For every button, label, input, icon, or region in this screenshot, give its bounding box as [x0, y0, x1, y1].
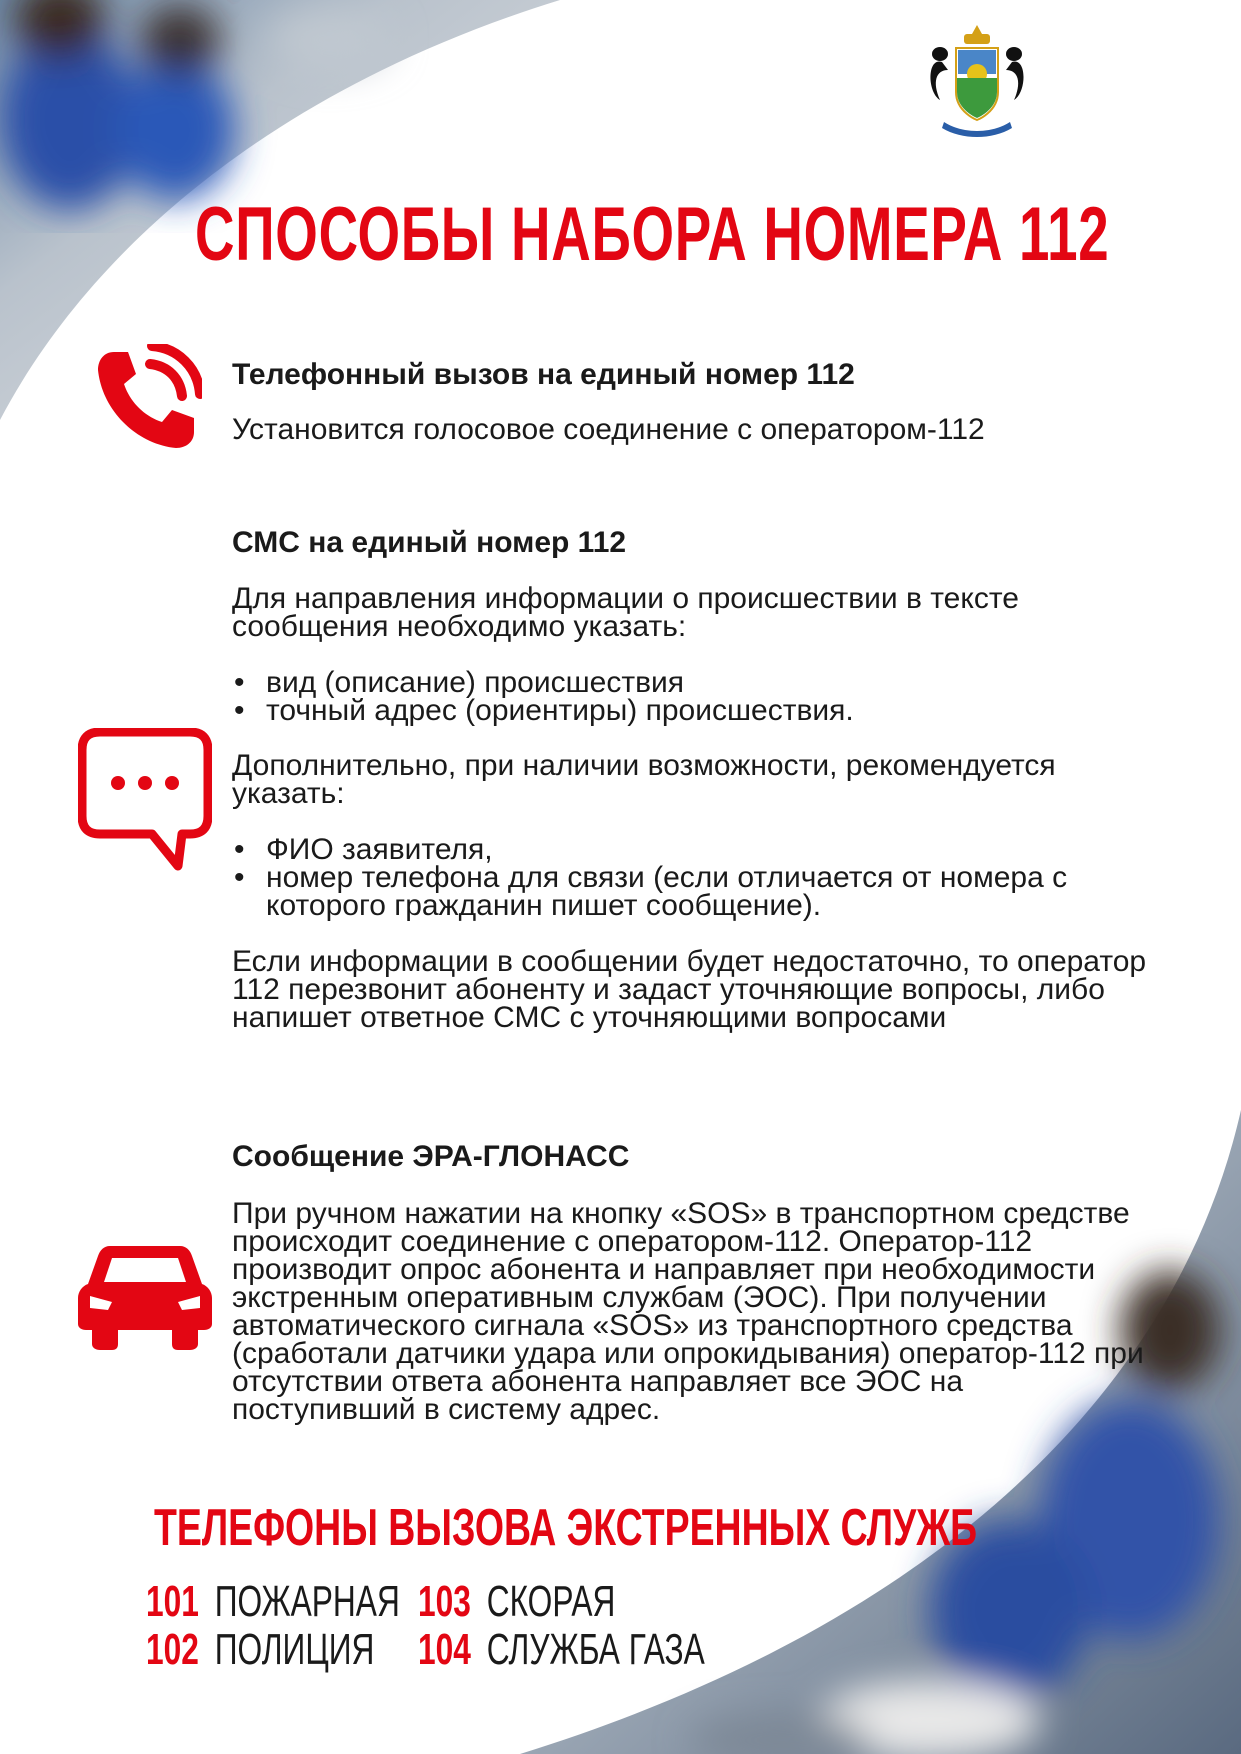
service-item-103: [418, 1578, 615, 1626]
service-name: ПОЖАРНАЯ: [214, 1577, 400, 1626]
service-item-104: [418, 1626, 705, 1674]
service-number: 103: [418, 1577, 471, 1626]
sms-heading: СМС на единый номер 112: [232, 526, 627, 559]
service-item-102: [146, 1626, 374, 1674]
phone-text: Установится голосовое соединение с оператором-112: [232, 413, 985, 446]
list-item: • точный адрес (ориентиры) происшествия.: [232, 697, 1152, 725]
sms-note: Если информации в сообщении будет недостаточно, то оператор 112 перезвонит абоненту и задаст уточняющие вопросы, либо напишет ответное СМС с уточняющими вопросами: [232, 945, 1147, 1034]
service-name: СЛУЖБА ГАЗА: [486, 1625, 705, 1674]
list-item: • вид (описание) происшествия: [232, 669, 1152, 697]
page-title: СПОСОБЫ НАБОРА НОМЕРА 112: [195, 192, 1110, 277]
car-icon: [78, 1240, 212, 1350]
sms-optional-list: [232, 833, 1152, 922]
era-heading: Сообщение ЭРА-ГЛОНАСС: [232, 1140, 630, 1173]
list-item: • номер телефона для связи (если отличается от номера с которого гражданин пишет сообщение).: [232, 864, 1152, 920]
service-name: СКОРАЯ: [486, 1577, 616, 1626]
sms-intro: Для направления информации о происшествии в тексте сообщения необходимо указать:: [232, 582, 1019, 643]
sms-required-list: [232, 666, 1152, 727]
service-number: 104: [418, 1625, 471, 1674]
coat-of-arms-icon: [922, 22, 1032, 142]
service-number: 102: [146, 1625, 199, 1674]
service-number: 101: [146, 1577, 199, 1626]
phone-icon: [90, 344, 202, 456]
service-name: ПОЛИЦИЯ: [214, 1625, 375, 1674]
sms-optional-intro: Дополнительно, при наличии возможности, рекомендуется указать:: [232, 749, 1056, 810]
phone-heading: Телефонный вызов на единый номер 112: [232, 358, 855, 391]
chat-bubble-icon: [78, 728, 212, 872]
era-text: При ручном нажатии на кнопку «SOS» в транспортном средстве происходит соединение с оператором-112. Оператор-112 производит опрос абонента и направляет при необходимости экстренным оперативным службам (ЭОС). При получении автоматического сигнала «SOS» из транспортного средства (сработали датчики удара или опрокидывания) оператор-112 при отсутствии ответа абонента направляет все ЭОС на поступивший в систему адрес.: [232, 1197, 1144, 1426]
services-title: ТЕЛЕФОНЫ ВЫЗОВА ЭКСТРЕННЫХ СЛУЖБ: [154, 1499, 978, 1557]
list-item: • ФИО заявителя,: [232, 836, 1152, 864]
service-item-101: [146, 1578, 400, 1626]
